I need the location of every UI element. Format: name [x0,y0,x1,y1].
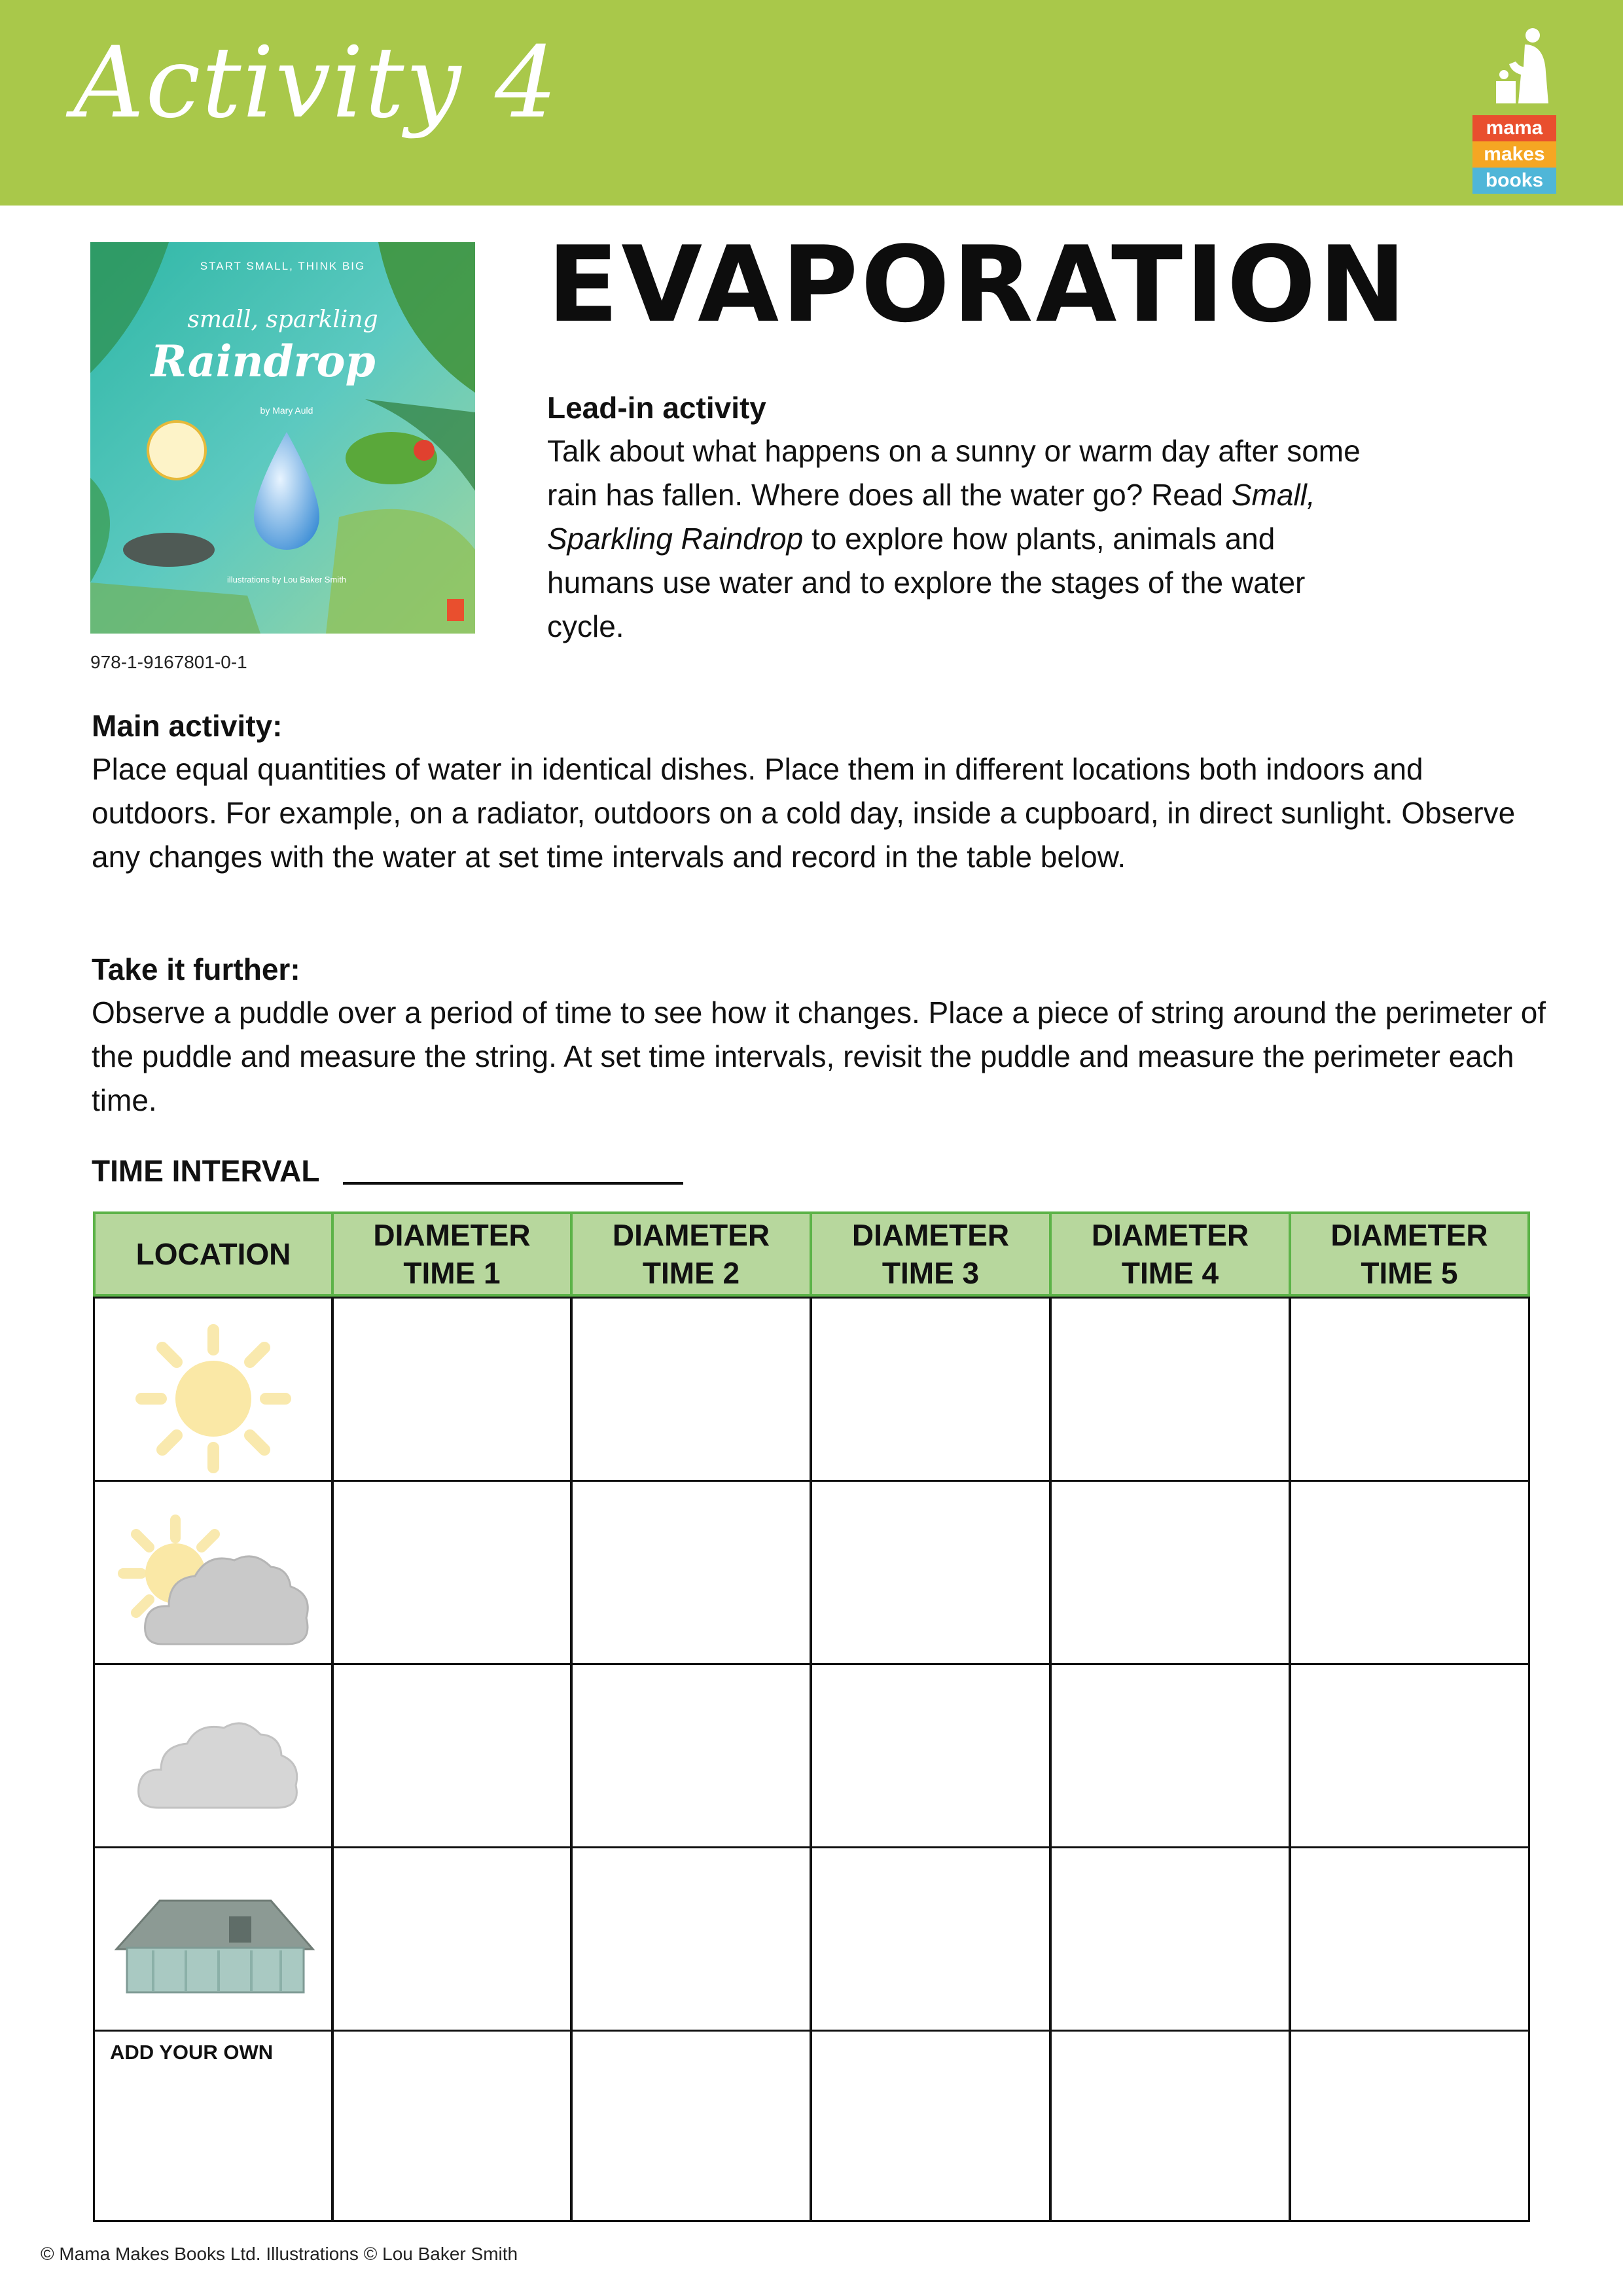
entry-cell[interactable] [570,1846,812,2032]
take-further-text: Observe a puddle over a period of time to see how it changes. Place a piece of string around the perimeter of the puddle and measure the string. At set time intervals, revisit the puddle and measure the perimeter each time. [92,996,1546,1117]
copyright-footer: © Mama Makes Books Ltd. Illustrations © Lou Baker Smith [41,2244,518,2264]
lead-in-book-title: Small, Sparkling Raindrop [547,478,1315,556]
sun-cloud-icon [116,1513,319,1651]
header-diameter-time-4: DIAMETER TIME 4 [1049,1211,1291,1297]
logo-word-books: books [1472,168,1556,194]
book-cover-art [90,242,475,634]
lead-in-text-after: to explore how plants, animals and humans use water and to explore the stages of the water cycle. [547,522,1306,643]
entry-cell[interactable] [810,2030,1052,2222]
logo-figure-icon [1492,26,1558,105]
publisher-mark-icon [447,599,464,621]
entry-cell[interactable] [570,1663,812,1848]
entry-cell[interactable] [810,1663,1052,1848]
entry-cell[interactable] [1289,2030,1530,2222]
giant-badge-icon [148,422,205,479]
header-diameter-time-1: DIAMETER TIME 1 [331,1211,573,1297]
entry-cell[interactable] [1049,1846,1291,2032]
entry-cell[interactable] [1289,1297,1530,1482]
header-location: LOCATION [93,1211,334,1297]
logo-word-mama: mama [1472,115,1556,141]
take-further-heading: Take it further: [92,952,300,986]
main-activity-heading: Main activity: [92,709,283,743]
entry-cell[interactable] [331,1846,573,2032]
entry-cell[interactable] [331,1297,573,1482]
lead-in-section [547,386,1365,649]
main-activity-text: Place equal quantities of water in identical dishes. Place them in different locations both indoors and outdoors. For example, on a radiator, outdoors on a cold day, inside a cupboard, in direct sunlight. Observe any changes with the water at set time intervals and record in the table below. [92,752,1516,874]
book-cover-image [90,242,475,634]
entry-cell[interactable] [1289,1846,1530,2032]
entry-cell[interactable] [1289,1480,1530,1665]
entry-cell[interactable] [331,1480,573,1665]
time-interval-label: TIME INTERVAL [92,1154,320,1188]
header-band [0,0,1623,206]
page-title: EVAPORATION [547,223,1409,346]
entry-cell[interactable] [331,2030,573,2222]
entry-cell[interactable] [810,1297,1052,1482]
time-interval-answer-line[interactable] [343,1182,683,1185]
entry-cell[interactable] [1049,1663,1291,1848]
sun-icon [128,1323,298,1474]
shed-icon [114,1897,317,1995]
activity-title: Activity 4 [73,26,559,140]
header-diameter-time-2: DIAMETER TIME 2 [570,1211,812,1297]
cover-author: by Mary Auld [260,405,313,416]
cover-title-line2: Raindrop [151,336,376,387]
take-further-section [92,948,1551,1122]
cover-title-line1: small, sparkling [187,306,378,333]
lead-in-heading: Lead-in activity [547,391,766,425]
isbn: 978-1-9167801-0-1 [90,652,247,672]
cover-tagline: START SMALL, THINK BIG [200,260,366,272]
entry-cell[interactable] [1049,1480,1291,1665]
entry-cell[interactable] [1289,1663,1530,1848]
entry-cell[interactable] [570,2030,812,2222]
cloud-icon [132,1710,302,1814]
logo-word-makes: makes [1472,141,1556,168]
add-your-own-label: ADD YOUR OWN [110,2041,274,2064]
mama-makes-books-logo [1466,26,1564,190]
lead-in-text-before: Talk about what happens on a sunny or warm day after some rain has fallen. Where does all the water go? Read [547,434,1361,512]
entry-cell[interactable] [570,1297,812,1482]
header-diameter-time-5: DIAMETER TIME 5 [1289,1211,1530,1297]
entry-cell[interactable] [810,1846,1052,2032]
lead-in-text [547,429,1365,649]
header-diameter-time-3: DIAMETER TIME 3 [810,1211,1052,1297]
observation-table [93,1211,1530,2222]
entry-cell[interactable] [1049,1297,1291,1482]
entry-cell[interactable] [810,1480,1052,1665]
entry-cell[interactable] [1049,2030,1291,2222]
entry-cell[interactable] [331,1663,573,1848]
entry-cell[interactable] [570,1480,812,1665]
main-activity-section [92,704,1551,879]
cover-illustrator: illustrations by Lou Baker Smith [226,575,347,584]
